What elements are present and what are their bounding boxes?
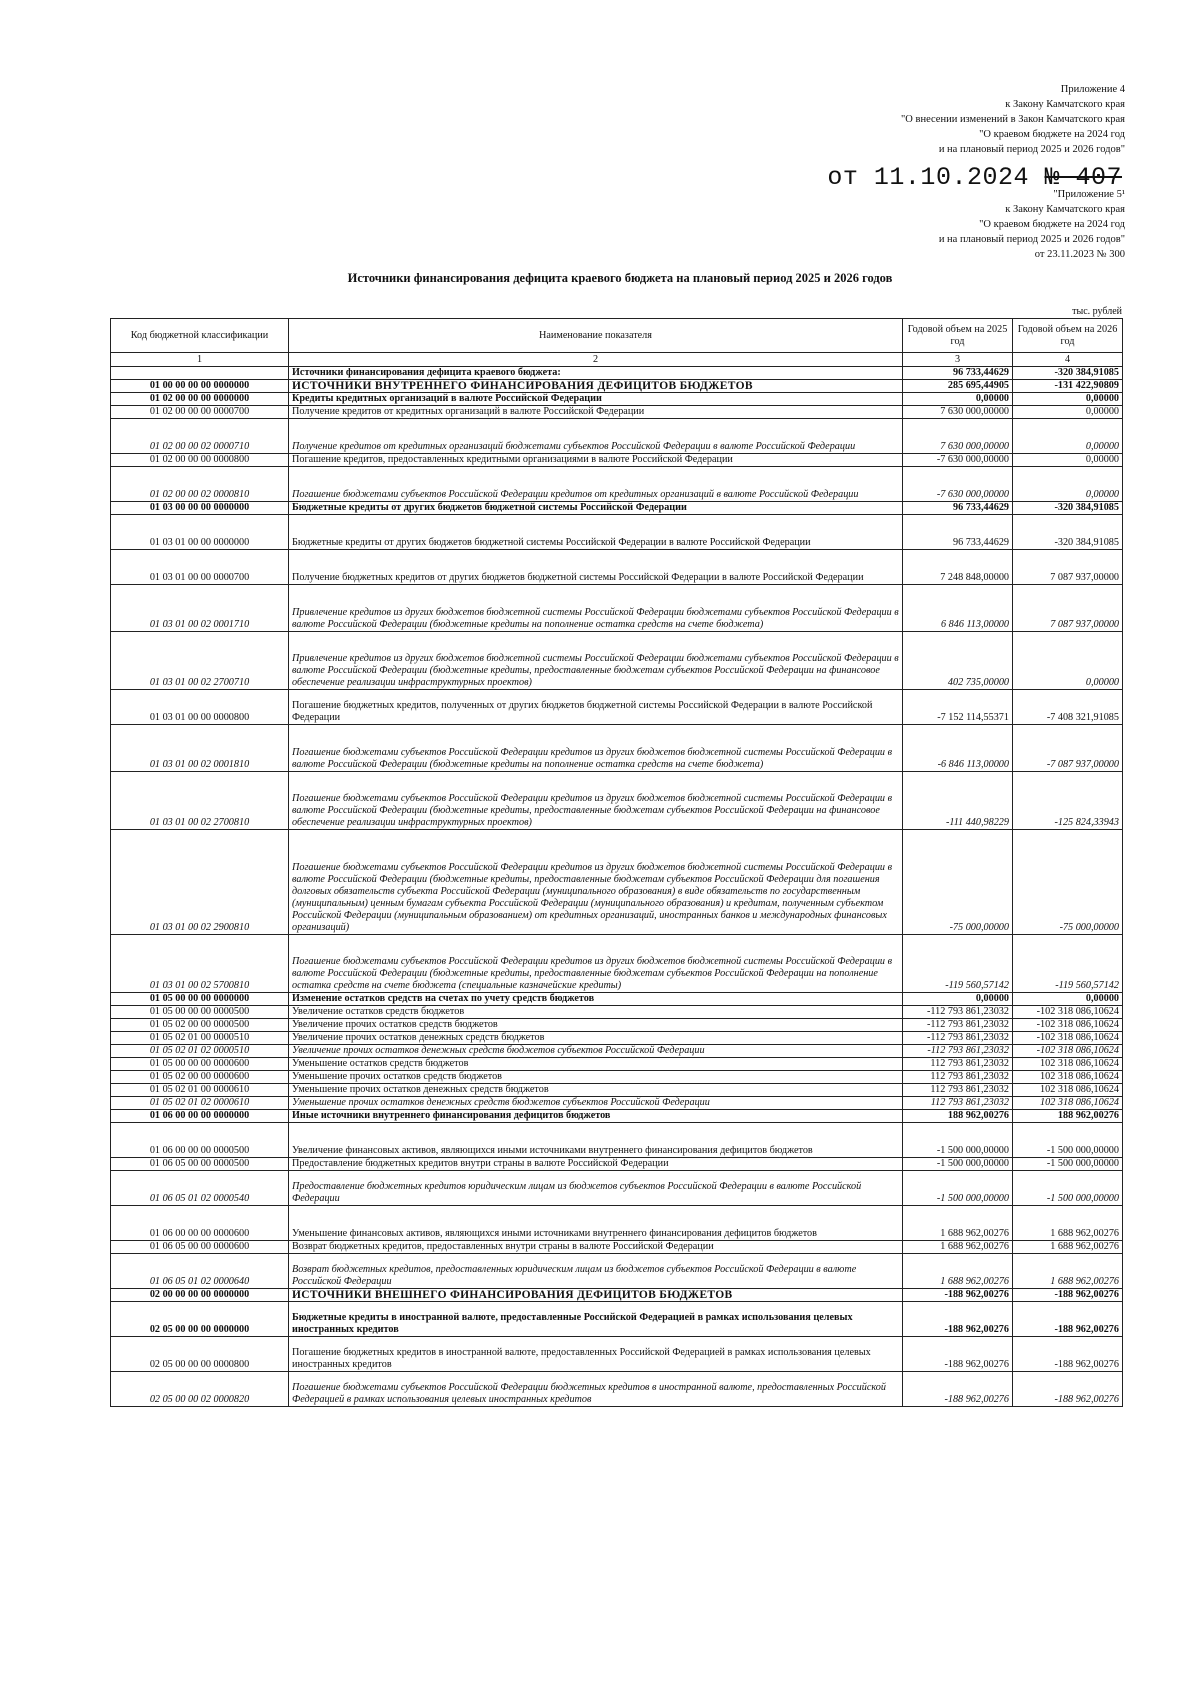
- row-value-2025: -188 962,00276: [903, 1337, 1013, 1372]
- row-value-2025: 6 846 113,00000: [903, 585, 1013, 632]
- units-label: тыс. рублей: [1072, 306, 1122, 317]
- row-value-2026: -102 318 086,10624: [1013, 1045, 1123, 1058]
- row-name: Возврат бюджетных кредитов, предоставленных юридическим лицам из бюджетов субъектов Российской Федерации в валюте Российской Федерации: [289, 1254, 903, 1289]
- row-value-2026: -188 962,00276: [1013, 1289, 1123, 1302]
- row-value-2025: 0,00000: [903, 393, 1013, 406]
- row-value-2025: 285 695,44905: [903, 380, 1013, 393]
- original-appendix-header: [705, 187, 1125, 262]
- col-number: 2: [289, 353, 903, 367]
- row-value-2025: -188 962,00276: [903, 1372, 1013, 1407]
- table-row: [111, 935, 1123, 993]
- table-row: [111, 993, 1123, 1006]
- row-code: 01 05 00 00 00 0000000: [111, 993, 289, 1006]
- row-value-2025: -188 962,00276: [903, 1302, 1013, 1337]
- row-value-2026: -102 318 086,10624: [1013, 1006, 1123, 1019]
- row-value-2025: 1 688 962,00276: [903, 1241, 1013, 1254]
- row-name: Погашение бюджетами субъектов Российской Федерации кредитов из других бюджетов бюджетной системы Российской Федерации в валюте Российской Федерации (бюджетные кредиты, предоставленные бюджетам субъектов Российской Федерации на финансовое обеспечение реализации инфраструктурных проектов): [289, 772, 903, 830]
- row-value-2026: 188 962,00276: [1013, 1110, 1123, 1123]
- row-value-2026: 102 318 086,10624: [1013, 1097, 1123, 1110]
- row-value-2025: -112 793 861,23032: [903, 1006, 1013, 1019]
- row-name: Увеличение прочих остатков денежных средств бюджетов субъектов Российской Федерации: [289, 1045, 903, 1058]
- row-value-2026: 7 087 937,00000: [1013, 550, 1123, 585]
- table-row: [111, 1032, 1123, 1045]
- row-code: 01 05 02 00 00 0000600: [111, 1071, 289, 1084]
- table-row: [111, 1254, 1123, 1289]
- row-value-2025: 96 733,44629: [903, 515, 1013, 550]
- row-value-2025: 7 630 000,00000: [903, 406, 1013, 419]
- row-value-2025: -7 630 000,00000: [903, 467, 1013, 502]
- financing-table: [110, 318, 1123, 1407]
- row-code: 01 03 01 00 02 5700810: [111, 935, 289, 993]
- row-value-2025: -1 500 000,00000: [903, 1158, 1013, 1171]
- row-name: Источники финансирования дефицита краевого бюджета:: [289, 367, 903, 380]
- table-row: [111, 1241, 1123, 1254]
- row-value-2026: -1 500 000,00000: [1013, 1123, 1123, 1158]
- row-value-2025: -1 500 000,00000: [903, 1171, 1013, 1206]
- row-code: 01 06 05 00 00 0000500: [111, 1158, 289, 1171]
- table-row: [111, 1097, 1123, 1110]
- row-value-2026: 7 087 937,00000: [1013, 585, 1123, 632]
- table-row: [111, 393, 1123, 406]
- row-value-2025: -1 500 000,00000: [903, 1123, 1013, 1158]
- row-name: Уменьшение прочих остатков средств бюджетов: [289, 1071, 903, 1084]
- row-code: 01 03 01 00 02 2900810: [111, 830, 289, 935]
- col-number: 4: [1013, 353, 1123, 367]
- table-row: [111, 585, 1123, 632]
- row-value-2026: -7 087 937,00000: [1013, 725, 1123, 772]
- orig-line: от 23.11.2023 № 300: [1034, 249, 1125, 260]
- row-value-2026: 1 688 962,00276: [1013, 1254, 1123, 1289]
- table-row: [111, 1058, 1123, 1071]
- table-row: [111, 725, 1123, 772]
- table-row: [111, 406, 1123, 419]
- row-value-2026: -1 500 000,00000: [1013, 1171, 1123, 1206]
- row-value-2025: 1 688 962,00276: [903, 1254, 1013, 1289]
- row-name: Увеличение прочих остатков средств бюджетов: [289, 1019, 903, 1032]
- row-name: Уменьшение прочих остатков денежных средств бюджетов: [289, 1084, 903, 1097]
- col-number: 1: [111, 353, 289, 367]
- row-value-2025: 96 733,44629: [903, 502, 1013, 515]
- row-value-2025: -112 793 861,23032: [903, 1032, 1013, 1045]
- appendix-header: [705, 82, 1125, 157]
- row-value-2026: 102 318 086,10624: [1013, 1071, 1123, 1084]
- row-value-2026: -131 422,90809: [1013, 380, 1123, 393]
- row-value-2026: 0,00000: [1013, 993, 1123, 1006]
- row-name: Привлечение кредитов из других бюджетов бюджетной системы Российской Федерации бюджетами субъектов Российской Федерации в валюте Российской Федерации (бюджетные кредиты, предоставленные бюджетам субъектов Российской Федерации на финансовое обеспечение реализации инфраструктурных проектов): [289, 632, 903, 690]
- col-number: 3: [903, 353, 1013, 367]
- row-value-2025: 402 735,00000: [903, 632, 1013, 690]
- orig-line: к Закону Камчатского края: [1005, 204, 1125, 215]
- row-value-2026: -125 824,33943: [1013, 772, 1123, 830]
- table-row: [111, 1045, 1123, 1058]
- row-code: 01 06 00 00 00 0000600: [111, 1206, 289, 1241]
- row-code: 02 05 00 00 00 0000800: [111, 1337, 289, 1372]
- header-line: "О внесении изменений в Закон Камчатского края: [901, 114, 1125, 125]
- row-name: Увеличение прочих остатков денежных средств бюджетов: [289, 1032, 903, 1045]
- table-row: [111, 419, 1123, 454]
- header-2026: Годовой объем на 2026 год: [1013, 319, 1123, 353]
- row-name: ИСТОЧНИКИ ВНЕШНЕГО ФИНАНСИРОВАНИЯ ДЕФИЦИТОВ БЮДЖЕТОВ: [289, 1289, 903, 1302]
- header-line: к Закону Камчатского края: [1005, 99, 1125, 110]
- row-value-2025: -111 440,98229: [903, 772, 1013, 830]
- orig-line: и на плановый период 2025 и 2026 годов": [938, 234, 1125, 245]
- table-row: [111, 1337, 1123, 1372]
- row-name: Получение кредитов от кредитных организаций в валюте Российской Федерации: [289, 406, 903, 419]
- row-name: Погашение бюджетами субъектов Российской Федерации кредитов от кредитных организаций в валюте Российской Федерации: [289, 467, 903, 502]
- row-value-2026: -7 408 321,91085: [1013, 690, 1123, 725]
- row-name: Получение бюджетных кредитов от других бюджетов бюджетной системы Российской Федерации в валюте Российской Федерации: [289, 550, 903, 585]
- table-row: [111, 1372, 1123, 1407]
- row-value-2026: 0,00000: [1013, 632, 1123, 690]
- row-code: 01 02 00 00 02 0000710: [111, 419, 289, 454]
- row-value-2026: -102 318 086,10624: [1013, 1019, 1123, 1032]
- row-code: 01 03 00 00 00 0000000: [111, 502, 289, 515]
- row-name: Бюджетные кредиты от других бюджетов бюджетной системы Российской Федерации в валюте Российской Федерации: [289, 515, 903, 550]
- row-value-2025: 7 630 000,00000: [903, 419, 1013, 454]
- row-value-2026: 1 688 962,00276: [1013, 1241, 1123, 1254]
- row-code: 01 03 01 00 02 0001710: [111, 585, 289, 632]
- table-row: [111, 1123, 1123, 1158]
- row-code: 02 05 00 00 02 0000820: [111, 1372, 289, 1407]
- row-code: 01 03 01 00 00 0000800: [111, 690, 289, 725]
- orig-line: "О краевом бюджете на 2024 год: [979, 219, 1125, 230]
- row-name: Погашение бюджетных кредитов, полученных от других бюджетов бюджетной системы Российской Федерации в валюте Российской Федерации: [289, 690, 903, 725]
- row-code: 01 05 02 01 02 0000610: [111, 1097, 289, 1110]
- row-name: Возврат бюджетных кредитов, предоставленных внутри страны в валюте Российской Федерации: [289, 1241, 903, 1254]
- order-date: от 11.10.2024: [827, 163, 1029, 192]
- row-code: 02 05 00 00 00 0000000: [111, 1302, 289, 1337]
- row-value-2026: -188 962,00276: [1013, 1372, 1123, 1407]
- row-code: 01 03 01 00 02 0001810: [111, 725, 289, 772]
- row-value-2025: -7 152 114,55371: [903, 690, 1013, 725]
- row-name: Получение кредитов от кредитных организаций бюджетами субъектов Российской Федерации в валюте Российской Федерации: [289, 419, 903, 454]
- header-line: и на плановый период 2025 и 2026 годов": [938, 144, 1125, 155]
- row-name: Уменьшение прочих остатков денежных средств бюджетов субъектов Российской Федерации: [289, 1097, 903, 1110]
- row-code: 01 03 01 00 02 2700810: [111, 772, 289, 830]
- row-code: 01 06 05 00 00 0000600: [111, 1241, 289, 1254]
- row-code: 01 02 00 00 00 0000000: [111, 393, 289, 406]
- table-row: [111, 1171, 1123, 1206]
- table-row: [111, 772, 1123, 830]
- row-value-2025: -75 000,00000: [903, 830, 1013, 935]
- row-value-2025: 7 248 848,00000: [903, 550, 1013, 585]
- row-name: Погашение бюджетами субъектов Российской Федерации кредитов из других бюджетов бюджетной системы Российской Федерации в валюте Российской Федерации (бюджетные кредиты на пополнение остатка средств на счете бюджета): [289, 725, 903, 772]
- row-value-2026: 102 318 086,10624: [1013, 1084, 1123, 1097]
- table-row: [111, 550, 1123, 585]
- row-value-2026: -119 560,57142: [1013, 935, 1123, 993]
- row-code: 01 03 01 00 02 2700710: [111, 632, 289, 690]
- table-row: [111, 1302, 1123, 1337]
- row-code: 02 00 00 00 00 0000000: [111, 1289, 289, 1302]
- row-value-2026: -188 962,00276: [1013, 1337, 1123, 1372]
- row-code: 01 03 01 00 00 0000700: [111, 550, 289, 585]
- row-code: 01 05 00 00 00 0000600: [111, 1058, 289, 1071]
- table-row: [111, 632, 1123, 690]
- row-name: Предоставление бюджетных кредитов внутри страны в валюте Российской Федерации: [289, 1158, 903, 1171]
- row-value-2026: -188 962,00276: [1013, 1302, 1123, 1337]
- row-value-2025: 0,00000: [903, 993, 1013, 1006]
- header-code: Код бюджетной классификации: [111, 319, 289, 353]
- row-value-2026: 102 318 086,10624: [1013, 1058, 1123, 1071]
- row-value-2026: 0,00000: [1013, 454, 1123, 467]
- table-row: [111, 515, 1123, 550]
- table-row: [111, 454, 1123, 467]
- orig-line: "Приложение 5¹: [1053, 189, 1125, 200]
- row-code: 01 02 00 00 02 0000810: [111, 467, 289, 502]
- row-value-2026: 0,00000: [1013, 406, 1123, 419]
- row-name: Увеличение остатков средств бюджетов: [289, 1006, 903, 1019]
- row-value-2025: -112 793 861,23032: [903, 1019, 1013, 1032]
- row-value-2025: -6 846 113,00000: [903, 725, 1013, 772]
- row-value-2026: -320 384,91085: [1013, 367, 1123, 380]
- row-value-2025: -188 962,00276: [903, 1289, 1013, 1302]
- row-name: Погашение бюджетных кредитов в иностранной валюте, предоставленных Российской Федерацией в рамках использования целевых иностранных кредитов: [289, 1337, 903, 1372]
- table-row: [111, 380, 1123, 393]
- row-name: Погашение бюджетами субъектов Российской Федерации кредитов из других бюджетов бюджетной системы Российской Федерации в валюте Российской Федерации (бюджетные кредиты, предоставленные бюджетам субъектов Российской Федерации для погашения долговых обязательств субъекта Российской Федерации (муниципального образования) в виде обязательств по государственным (муниципальным) ценным бумагам субъекта Российской Федерации (муниципального образования) и кредитам, полученным субъектом Российской Федерации (муниципальным образованием) от кредитных организаций, иностранных банков и международных финансовых организаций): [289, 830, 903, 935]
- row-value-2025: 1 688 962,00276: [903, 1206, 1013, 1241]
- row-code: 01 02 00 00 00 0000700: [111, 406, 289, 419]
- row-value-2025: 112 793 861,23032: [903, 1084, 1013, 1097]
- row-code: 01 03 01 00 00 0000000: [111, 515, 289, 550]
- row-value-2025: 112 793 861,23032: [903, 1058, 1013, 1071]
- row-value-2025: -112 793 861,23032: [903, 1045, 1013, 1058]
- table-row: [111, 1289, 1123, 1302]
- table-row: [111, 1158, 1123, 1171]
- table-row: [111, 1084, 1123, 1097]
- row-code: 01 02 00 00 00 0000800: [111, 454, 289, 467]
- row-name: Бюджетные кредиты от других бюджетов бюджетной системы Российской Федерации: [289, 502, 903, 515]
- row-value-2025: 96 733,44629: [903, 367, 1013, 380]
- row-code: 01 06 05 01 02 0000540: [111, 1171, 289, 1206]
- row-value-2026: 1 688 962,00276: [1013, 1206, 1123, 1241]
- row-name: Изменение остатков средств на счетах по учету средств бюджетов: [289, 993, 903, 1006]
- row-value-2025: 112 793 861,23032: [903, 1097, 1013, 1110]
- row-value-2025: 188 962,00276: [903, 1110, 1013, 1123]
- row-code: 01 00 00 00 00 0000000: [111, 380, 289, 393]
- row-value-2026: 0,00000: [1013, 467, 1123, 502]
- table-row: [111, 502, 1123, 515]
- table-row: [111, 1019, 1123, 1032]
- row-name: Привлечение кредитов из других бюджетов бюджетной системы Российской Федерации бюджетами субъектов Российской Федерации в валюте Российской Федерации (бюджетные кредиты на пополнение остатка средств на счете бюджета): [289, 585, 903, 632]
- table-row: [111, 367, 1123, 380]
- row-name: Погашение бюджетами субъектов Российской Федерации бюджетных кредитов в иностранной валюте, предоставленных Российской Федерацией в рамках использования целевых иностранных кредитов: [289, 1372, 903, 1407]
- row-name: Предоставление бюджетных кредитов юридическим лицам из бюджетов субъектов Российской Федерации в валюте Российской Федерации: [289, 1171, 903, 1206]
- header-name: Наименование показателя: [289, 319, 903, 353]
- table-row: [111, 467, 1123, 502]
- row-value-2025: -7 630 000,00000: [903, 454, 1013, 467]
- row-value-2026: 0,00000: [1013, 393, 1123, 406]
- row-name: Уменьшение остатков средств бюджетов: [289, 1058, 903, 1071]
- table-row: [111, 690, 1123, 725]
- row-code: 01 05 02 00 00 0000500: [111, 1019, 289, 1032]
- table-row: [111, 1110, 1123, 1123]
- row-value-2026: -102 318 086,10624: [1013, 1032, 1123, 1045]
- row-code: 01 06 00 00 00 0000000: [111, 1110, 289, 1123]
- header-2025: Годовой объем на 2025 год: [903, 319, 1013, 353]
- row-value-2026: -75 000,00000: [1013, 830, 1123, 935]
- row-name: Погашение бюджетами субъектов Российской Федерации кредитов из других бюджетов бюджетной системы Российской Федерации в валюте Российской Федерации (бюджетные кредиты, предоставленные бюджетам субъектов Российской Федерации на пополнение остатка средств на счете бюджета (специальные казначейские кредиты): [289, 935, 903, 993]
- row-value-2025: 112 793 861,23032: [903, 1071, 1013, 1084]
- header-line: Приложение 4: [1060, 84, 1125, 95]
- table-row: [111, 1071, 1123, 1084]
- order-number: № 407: [1044, 163, 1122, 192]
- row-code: 01 05 00 00 00 0000500: [111, 1006, 289, 1019]
- row-name: Бюджетные кредиты в иностранной валюте, предоставленные Российской Федерацией в рамках использования целевых иностранных кредитов: [289, 1302, 903, 1337]
- row-value-2026: -320 384,91085: [1013, 502, 1123, 515]
- table-row: [111, 1006, 1123, 1019]
- row-name: Иные источники внутреннего финансирования дефицитов бюджетов: [289, 1110, 903, 1123]
- row-name: Погашение кредитов, предоставленных кредитными организациями в валюте Российской Федерации: [289, 454, 903, 467]
- row-name: Уменьшение финансовых активов, являющихся иными источниками внутреннего финансирования дефицитов бюджетов: [289, 1206, 903, 1241]
- row-code: 01 05 02 01 02 0000510: [111, 1045, 289, 1058]
- row-name: Увеличение финансовых активов, являющихся иными источниками внутреннего финансирования дефицитов бюджетов: [289, 1123, 903, 1158]
- document-title: Источники финансирования дефицита краевого бюджета на плановый период 2025 и 2026 годов: [347, 271, 893, 285]
- row-code: 01 06 05 01 02 0000640: [111, 1254, 289, 1289]
- header-line: "О краевом бюджете на 2024 год: [979, 129, 1125, 140]
- row-value-2025: -119 560,57142: [903, 935, 1013, 993]
- row-name: ИСТОЧНИКИ ВНУТРЕННЕГО ФИНАНСИРОВАНИЯ ДЕФИЦИТОВ БЮДЖЕТОВ: [289, 380, 903, 393]
- row-value-2026: 0,00000: [1013, 419, 1123, 454]
- row-value-2026: -320 384,91085: [1013, 515, 1123, 550]
- row-code: 01 05 02 01 00 0000510: [111, 1032, 289, 1045]
- row-name: Кредиты кредитных организаций в валюте Российской Федерации: [289, 393, 903, 406]
- table-row: [111, 1206, 1123, 1241]
- row-code: [111, 367, 289, 380]
- row-value-2026: -1 500 000,00000: [1013, 1158, 1123, 1171]
- row-code: 01 06 00 00 00 0000500: [111, 1123, 289, 1158]
- row-code: 01 05 02 01 00 0000610: [111, 1084, 289, 1097]
- table-row: [111, 830, 1123, 935]
